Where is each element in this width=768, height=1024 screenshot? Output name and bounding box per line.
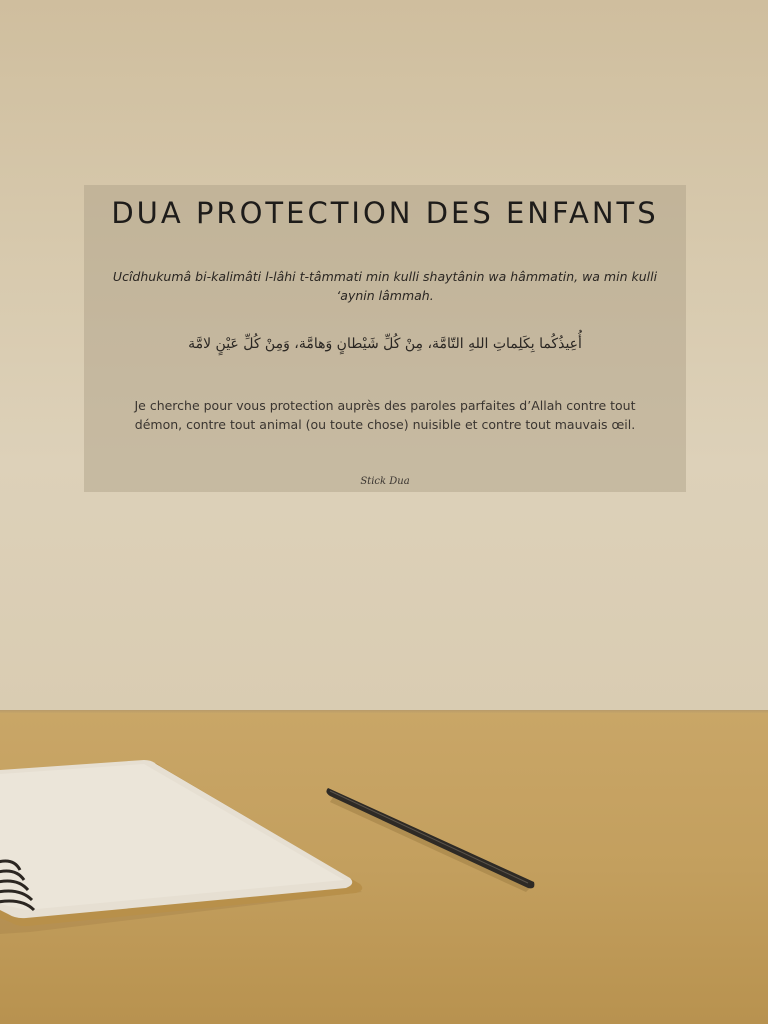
pen-shadow — [330, 796, 530, 892]
desk-scene — [0, 712, 768, 1024]
poster-title: DUA PROTECTION DES ENFANTS — [111, 196, 659, 230]
poster-transliteration: Ucîdhukumâ bi-kalimâti l-lâhi t-tâmmati min kulli shaytânin wa hâmmatin, wa min kulli ‘aynin lâmmah. — [112, 269, 658, 303]
poster-arabic-text: أُعِيذُكُما بِكَلِماتِ اللهِ التّامَّة، مِنْ كُلِّ شَيْطانٍ وَهامَّة، وَمِنْ كُلِّ عَيْنٍ لامَّة — [188, 336, 582, 352]
pen-highlight — [330, 791, 528, 883]
poster-translation: Je cherche pour vous protection auprès des paroles parfaites d’Allah contre tout démon, contre tout animal (ou toute chose) nuisible et contre tout mauvais œil. — [134, 398, 636, 432]
signature: Stick Dua — [360, 476, 410, 487]
